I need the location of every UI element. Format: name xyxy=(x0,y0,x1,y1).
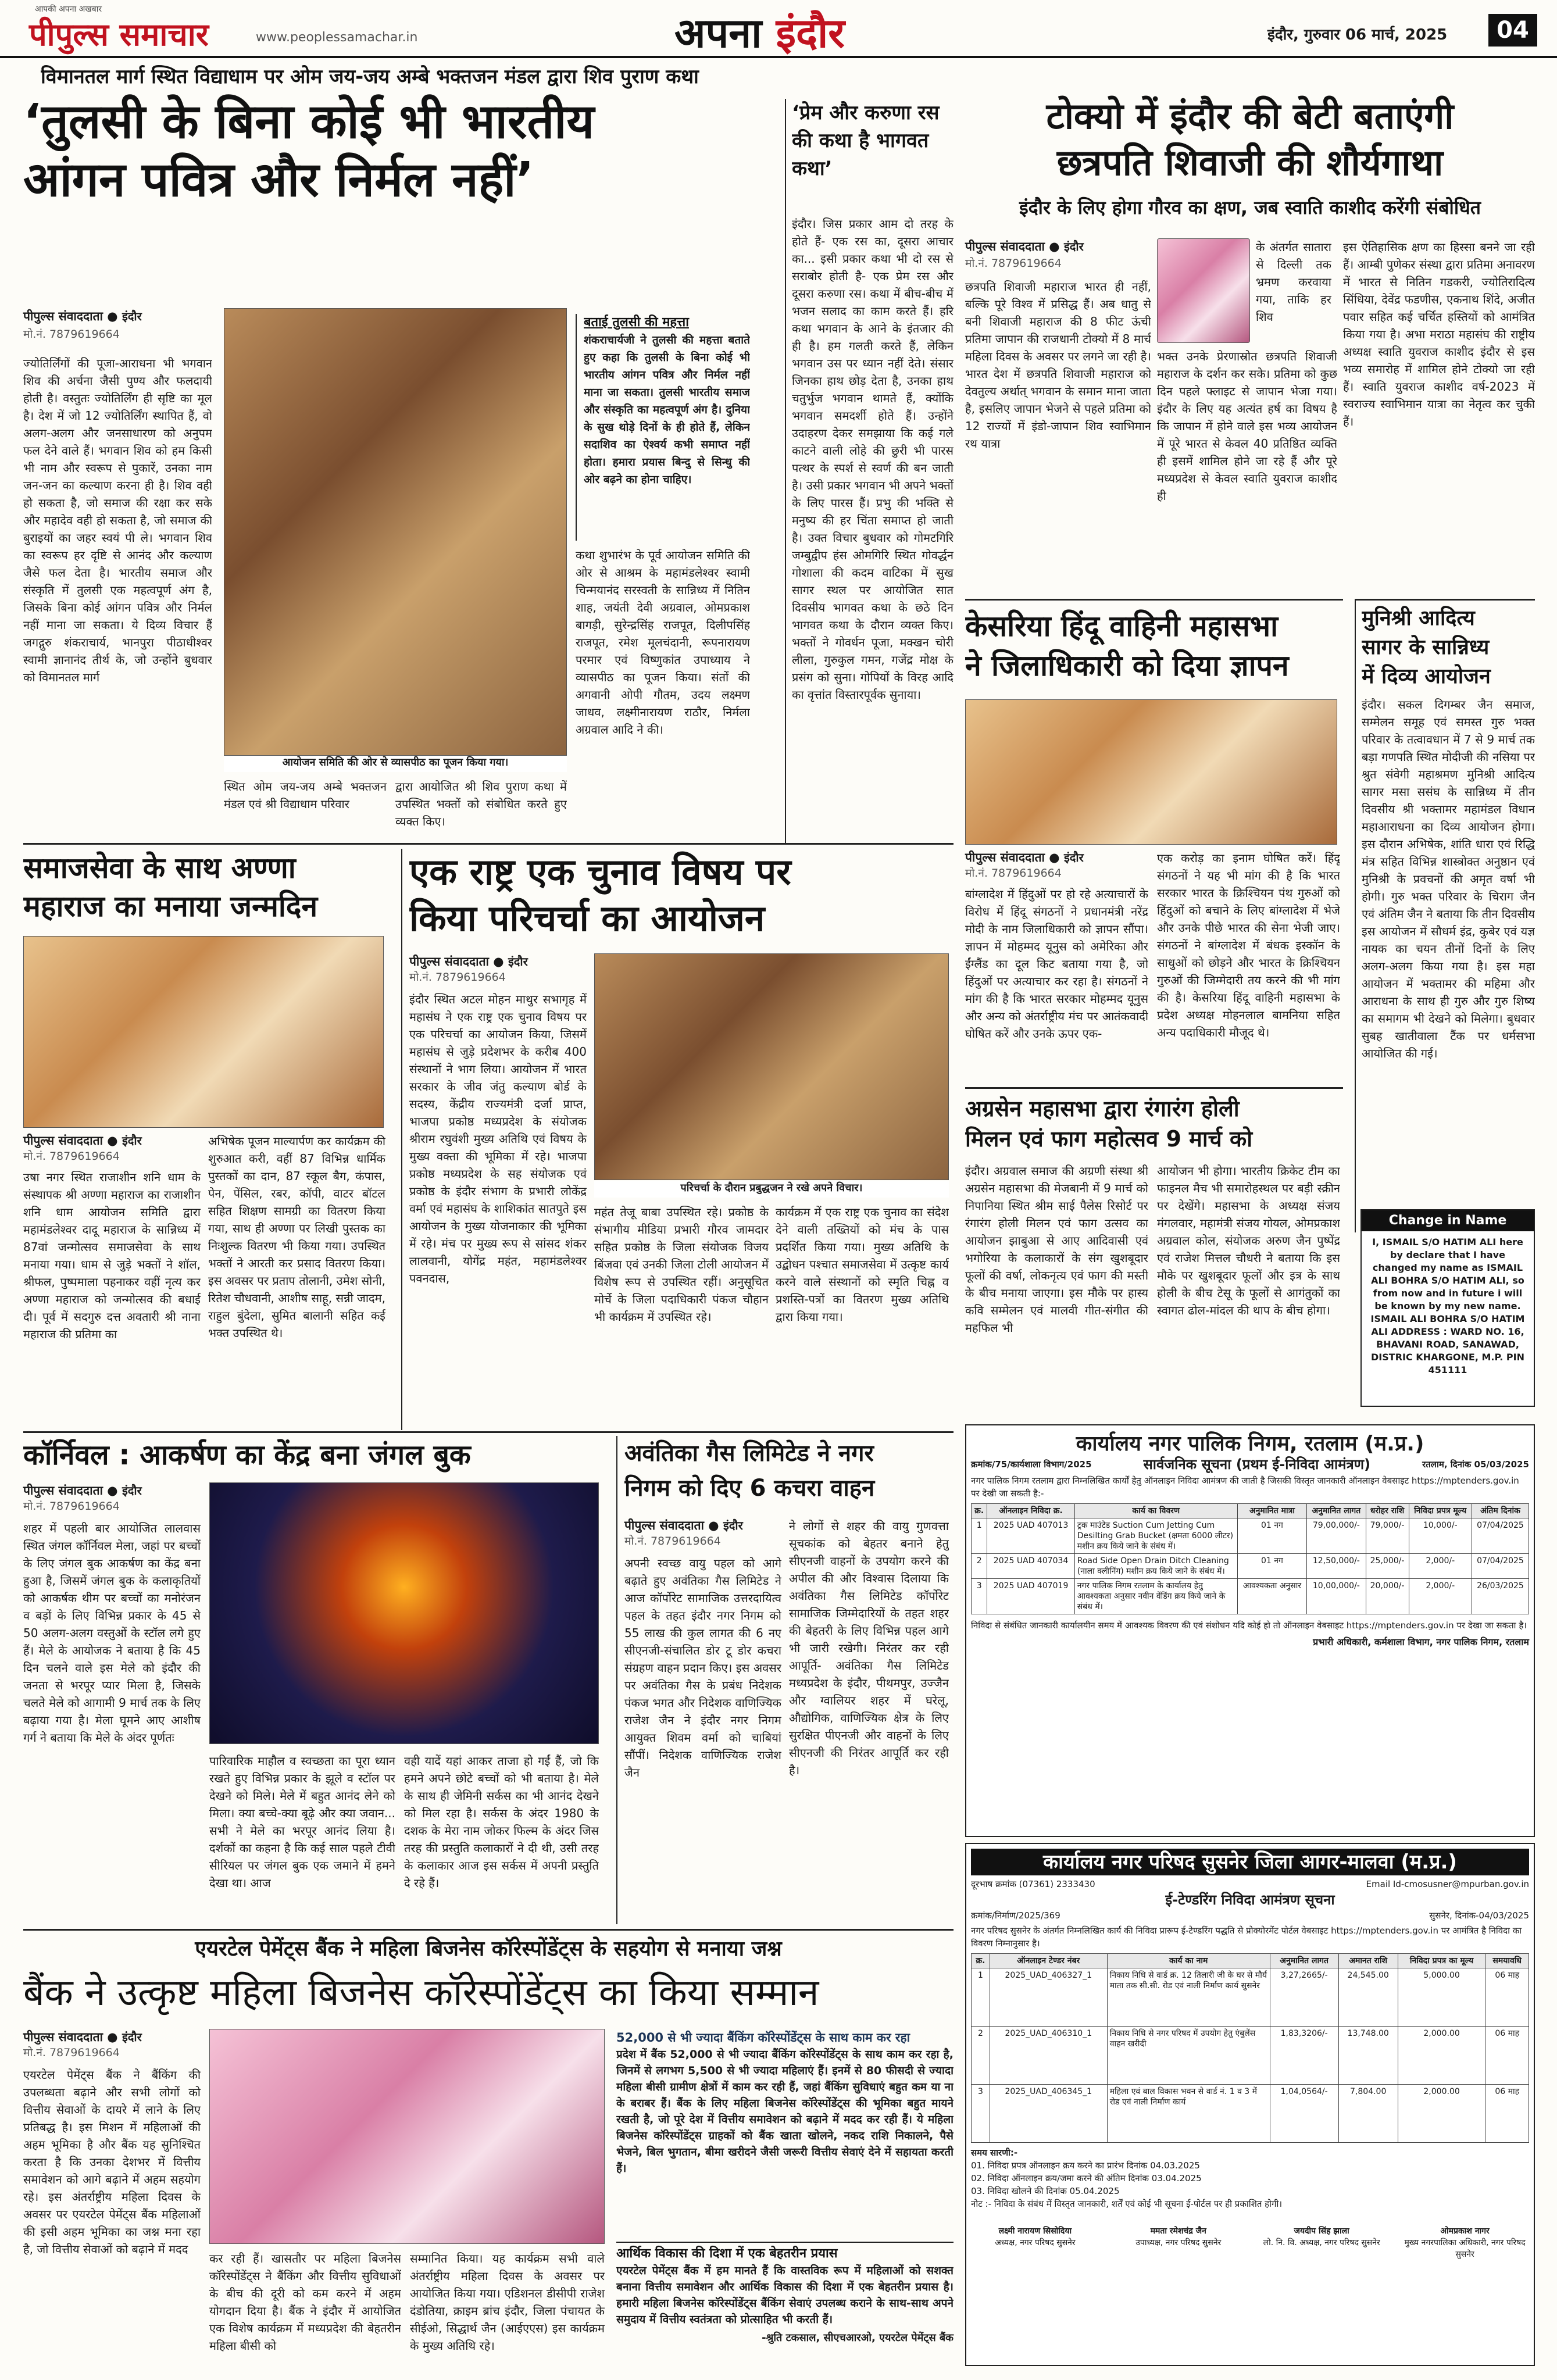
schedule-title: समय सारणी:- xyxy=(971,2147,1018,2158)
byline-mobile: मो.नं. 7879619664 xyxy=(409,971,506,984)
story-headline-line1: समाजसेवा के साथ अण्णा xyxy=(23,851,296,885)
photo-caption: परिचर्चा के दौरान प्रबुद्धजन ने रखे अपने विचार। xyxy=(594,1181,949,1198)
story-headline-line1: टोक्यो में इंदौर की बेटी बताएंगी xyxy=(1046,95,1454,137)
story-photo xyxy=(224,308,567,756)
tender-date: रतलाम, दिनांक 05/03/2025 xyxy=(1422,1459,1529,1470)
story-headline-line2: ने जिलाधिकारी को दिया ज्ञापन xyxy=(965,649,1289,682)
table-cell: 2,000/- xyxy=(1409,1554,1472,1579)
story-body-col2: भक्त उनके प्रेरणास्रोत छत्रपति शिवाजी महाराज के दर्शन कर सके। प्रतिमा को कुछ दिन पहले फ्लाइट से जापान भेजा गया। इंदौर के लिए यह अत्यंत हर्ष का विषय है कि जापान में होने वाले इस भव्य आयोजन में पूरे भारत से केवल 40 प्रतिष्ठित व्यक्ति ही इसमें शामिल होने जा रहे हैं और पूरे मध्यप्रदेश से केवल स्वाति युवराज काशीद ही xyxy=(1157,349,1337,503)
table-cell: 3 xyxy=(972,2085,990,2143)
table-cell: 2,000/- xyxy=(1409,1579,1472,1614)
table-cell: 06 माह xyxy=(1485,2085,1529,2143)
story-photo xyxy=(965,699,1337,845)
tender-header-row xyxy=(972,1504,1529,1518)
story-headline-line1: ‘तुलसी के बिना कोई भी भारतीय xyxy=(23,94,594,149)
story-body-col1: अपनी स्वच्छ वायु पहल को आगे बढ़ाते हुए अवंतिका गैस लिमिटेड ने आज कॉर्पोरेट सामाजिक उत्तरदायित्व पहल के तहत इंदौर नगर निगम को 55 लाख की कुल लागत की 6 नए सीएनजी-संचालित डोर टू डोर कचरा संग्रहण वाहन प्रदान किए। इस अवसर पर अवंतिका गैस के प्रबंध निदेशक पंकज भगत और निदेशक वाणिज्यिक राजेश जैन ने इंदौर नगर निगम आयुक्त शिवम वर्मा को चाबियां सौंपीं। निदेशक वाणिज्यिक राजेश जैन xyxy=(624,1556,781,1779)
table-cell: नगर पालिक निगम रतलाम के कार्यालय हेतु आवश्यकता अनुसार नवीन वेंडिंग क्रय किये जाने के संबंध में। xyxy=(1074,1579,1237,1614)
story-body-col1: इंदौर। अग्रवाल समाज की अग्रणी संस्था श्री अग्रसेन महासभा की मेजबानी में 9 मार्च को निपानिया स्थित श्रीम साई पैलेस रिसोर्ट पर रंगारंग होली मिलन एवं फाग उत्सव का आयोजन झाबुआ से आए आदिवासी एवं भगोरिया के कलाकारों के संग खुशबूदार फूलों की वर्षा, लोकनृत्य एवं फाग की मस्ती के बीच मनाया जाएगा। इस मौके पर हास्य कवि सम्मेलन एवं मालवी गीत-संगीत की महफिल भी xyxy=(965,1164,1148,1335)
table-row xyxy=(972,2085,1529,2143)
col-header: ऑनलाइन निविदा क्र. xyxy=(987,1504,1074,1518)
story-tulsi xyxy=(23,64,773,837)
story-headline-line1: एक राष्ट्र एक चुनाव विषय पर xyxy=(409,850,791,893)
story-headline: ‘प्रेम और करुणा रस की कथा है भागवत कथा’ xyxy=(792,101,940,180)
byline: पीपुल्स संवाददाता ● इंदौर xyxy=(23,2030,142,2044)
col-header: अमानत राशि xyxy=(1338,1954,1398,1968)
tender-ratlam xyxy=(965,1424,1535,1837)
byline: पीपुल्स संवाददाता ● इंदौर xyxy=(23,1134,142,1148)
masthead xyxy=(0,0,1557,58)
story-body-col1: उषा नगर स्थित राजाशीन शनि धाम के संस्थापक श्री अण्णा महाराज का राजाशीन शनि धाम आयोजन समिति द्वारा महामंडलेश्वर दादू महाराज के सान्निध्य में 87वां जन्मोत्सव समाजसेवा के साथ मनाया गया। धाम से जुड़े भक्तों ने शॉल, श्रीफल, पुष्पमाला पहनाकर वहीं नृत्य कर अण्णा महाराज को जन्मोत्सव की बधाई दी। पूर्व में सदगुरु दत्त अवतारी श्री नाना महाराज की प्रतिमा का xyxy=(23,1170,201,1341)
byline-mobile: मो.नं. 7879619664 xyxy=(624,1535,721,1548)
table-cell: 25,000/- xyxy=(1366,1554,1409,1579)
table-cell: 10,000/- xyxy=(1409,1518,1472,1554)
tender-susner xyxy=(965,1843,1535,2366)
signer-role: मुख्य नगरपालिका अधिकारी, नगर परिषद सुसनेर xyxy=(1404,2238,1526,2259)
notice-text: I, ISMAIL S/O HATIM ALI here by declare that I have changed my name as ISMAIL ALI BOHRA S/O HATIM ALI, so from now and in future i will be known by my new name. ISMAIL ALI BOHRA S/O HATIM ALI ADDRESS : WARD NO. 16, BHAVANI ROAD, SANAWAD, DISTRIC KHARGONE, M.P. PIN 451111 xyxy=(1370,1237,1525,1375)
notice-name-change xyxy=(1360,1209,1535,1407)
signer xyxy=(971,2225,1099,2260)
byline-city: इंदौर xyxy=(122,2030,142,2044)
section-title-part1: अपना xyxy=(674,9,762,57)
tender-meta xyxy=(971,1909,1529,1922)
story-photo xyxy=(209,1482,599,1744)
highlight-text: एयरटेल पेमेंट्स बैंक में हम मानते हैं कि वास्तविक रूप में महिलाओं को सशक्त बनाना वित्तीय समावेशन और आर्थिक विकास की दिशा में एक बेहतरीन प्रयास है। हमारी महिला बिजनेस कॉरेस्पोंडेंट्स बैंकिंग सेवाएं उपलब्ध कराने के साथ-साथ अपने समुदाय में वित्तीय स्वतंत्रता को प्रोत्साहित भी करती हैं। xyxy=(616,2264,954,2326)
table-cell: Road Side Open Drain Ditch Cleaning (नाला क्लीनिंग) मशीन क्रय किये जाने के संबंध में। xyxy=(1074,1554,1237,1579)
tender-title: कार्यालय नगर परिषद सुसनेर जिला आगर-मालवा (म.प्र.) xyxy=(971,1849,1529,1875)
byline-name: पीपुल्स संवाददाता xyxy=(23,2030,103,2044)
section-divider xyxy=(23,1431,954,1433)
signer xyxy=(1114,2225,1242,2260)
byline-name: पीपुल्स संवाददाता xyxy=(965,240,1045,253)
table-cell: 12,50,000/- xyxy=(1307,1554,1366,1579)
table-cell: निकाय निधि से वार्ड क्र. 12 तिलारी जी के घर से मौर्य माता तक सी.सी. रोड एवं नाली निर्माण कार्य सुसनेर xyxy=(1107,1968,1270,2027)
story-carnival xyxy=(23,1436,605,1924)
table-cell: 2 xyxy=(972,2027,990,2085)
table-cell: 1,04,0564/- xyxy=(1270,2085,1338,2143)
table-row xyxy=(972,1579,1529,1614)
col-header: क्र. xyxy=(972,1954,990,1968)
section-title xyxy=(674,3,845,59)
story-body-col3: कार्यक्रम में एक राष्ट्र एक चुनाव का संदेश देने वाली तख्तियों को मंच के पास प्रदर्शित किया गया। मुख्य अतिथि के उद्बोधन पश्चात समाजसेवा में उत्कृष्ट कार्य करने वाले संस्थानों को स्मृति चिह्न व प्रशस्ति-पत्रों का वितरण मुख्य अतिथि द्वारा किया गया। xyxy=(776,1205,949,1324)
byline-name: पीपुल्स संवाददाता xyxy=(409,955,489,969)
highlight-text: प्रदेश में बैंक 52,000 से भी ज्यादा बैंकिंग कॉरेस्पोंडेंट्स के साथ काम कर रहा है, जिनमें से लगभग 5,500 से भी ज्यादा महिलाएं हैं। इनमें से 80 फीसदी से ज्यादा महिला बीसी ग्रामीण क्षेत्रों में काम कर रही हैं, जहां बैंकिंग सुविधाएं बहुत कम या ना के बराबर हैं। बैंक के लिए महिला बिजनेस कॉरेस्पोंडेंट्स की भूमिका बहुत मायने रखती है, जो पूरे देश में वित्तीय समावेशन को बढ़ाने में मदद कर रही हैं। ये महिला बिजनेस कॉरेस्पोंडेंट्स ग्राहकों को बैंक खाता खोलने, नकद राशि निकालने, पैसे भेजने, बिल भुगतान, बीमा खरीदने जैसी जरूरी वित्तीय सेवाएं देने में सहायता करती हैं। xyxy=(616,2048,954,2175)
story-headline-line1: अवंतिका गैस लिमिटेड ने नगर xyxy=(624,1440,874,1467)
tender-table xyxy=(971,1503,1529,1614)
tender-header-row xyxy=(972,1954,1529,1968)
story-anna-maharaj xyxy=(23,849,390,1430)
brand-logo: पीपुल्स समाचार xyxy=(29,16,209,53)
table-cell: 2025 UAD 407013 xyxy=(987,1518,1074,1554)
byline-city: इंदौर xyxy=(122,309,142,323)
byline-name: पीपुल्स संवाददाता xyxy=(23,1484,103,1498)
table-cell: 13,748.00 xyxy=(1338,2027,1398,2085)
story-body-col2: अभिषेक पूजन माल्यार्पण कर कार्यक्रम की शुरुआत करी, वहीं 87 विभिन्न धार्मिक पुस्तकों का दान, 87 स्कूल बैग, कंपास, पेन, पेंसिल, रबर, कॉपी, वाटर बॉटल सहित शिक्षण सामग्री का वितरण किया गया, साथ ही अण्णा पर लिखी पुस्तक का निःशुल्क वितरण भी किया गया। उपस्थित भक्तों ने आरती कर प्रसाद वितरण किया। इस अवसर पर प्रताप तोलानी, उमेश सोनी, रितेश चौधवानी, आशीष साहू, सन्नी जादम, राहुल बुंदेला, सुमित बालानी सहित कई भक्त उपस्थित थे। xyxy=(208,1134,385,1340)
byline: पीपुल्स संवाददाता ● इंदौर xyxy=(624,1518,743,1532)
story-photo xyxy=(594,953,949,1180)
tender-subtitle: ई-टेण्डरिंग निविदा आमंत्रण सूचना xyxy=(1165,1892,1335,1908)
story-body: इंदौर। सकल दिगम्बर जैन समाज, सम्मेलन समूह एवं समस्त गुरु भक्त परिवार के तत्वावधान में 7 से 9 मार्च तक बड़ा गणपति स्थित मोदीजी की नसिया पर श्रुत संवेगी महाश्रमण मुनिश्री आदित्य सागर मसा ससंघ के सान्निध्य में तीन दिवसीय श्री भक्तामर महामंडल विधान महाआराधना का दिव्य आयोजन होगा। इस दौरान अभिषेक, शांति धारा एवं रिद्धि मंत्र सहित विभिन्न शास्त्रोक्त अनुष्ठान एवं मुनिश्री के प्रवचनों की अमृत वर्षा भी होगी। गुरु भक्त परिवार के चिराग जैन एवं अंतिम जैन ने बताया कि तीन दिवसीय इस आयोजन में सौधर्म इंद्र, कुबेर एवं यज्ञ नायक का चयन तीनों दिनों के लिए अलग-अलग किया गया है। इस महा आयोजन में भक्तामर की महिमा और आराधना के साथ ही गुरु और गुरु शिष्य का समागम भी देखने को मिलेगा। बुधवार सुबह खातीवाला टैंक पर धर्मसभा आयोजित की गई। xyxy=(1362,698,1535,1060)
table-cell: 3 xyxy=(972,1579,987,1614)
col-header: अनुमानित लागत xyxy=(1270,1954,1338,1968)
story-body-col1: बांग्लादेश में हिंदुओं पर हो रहे अत्याचारों के विरोध में हिंदू संगठनों ने प्रधानमंत्री नरेंद्र मोदी के नाम जिलाधिकारी को ज्ञापन सौंपा। ज्ञापन में मोहम्मद यूनुस को अमेरिका और ईंग्लैंड का दूल किट बताया गया है, जो हिंदुओं पर अत्याचार कर रहा है। संगठनों ने मांग की है कि भारत सरकार मोहम्मद यूनुस और अन्य को अंतर्राष्ट्रीय मंच पर आतंकवादी घोषित करें और उनके ऊपर एक- xyxy=(965,887,1148,1041)
table-cell: 26/03/2025 xyxy=(1472,1579,1529,1614)
story-body: इंदौर। जिस प्रकार आम दो तरह के होते हैं- एक रस का, दूसरा आचार का... इसी प्रकार कथा भी दो रस से सराबोर होती है- एक प्रेम रस और दूसरा करुणा रस। कथा में बीच-बीच में भजन सलाद का काम करते हैं। हरि कथा भगवान के आने के इंतजार की ही है। हम गलती करते हैं, लेकिन भगवान उस पर ध्यान नहीं देते। संसार जिनका हाथ छोड़ देता है, उनका हाथ चतुर्भुज भगवान थामते हैं, क्योंकि भगवान समदर्शी होते हैं। उन्होंने उदाहरण देकर समझाया कि कई गले काटने वाली लोहे की छुरी भी पारस पत्थर के स्पर्श से स्वर्ण की बन जाती है। उसी प्रकार भगवान भी अपने भक्तों के लिए पारस हैं। प्रभु की भक्ति से मनुष्य की हर चिंता समाप्त हो जाती है। उक्त विचार बुधवार को गोमटगिरि जम्बुद्वीप हंस ओमगिरि स्थित गोवर्द्धन गोशाला की कदम वाटिका में सुख सागर स्थल पर आयोजित सात दिवसीय भागवत कथा के छठे दिन भागवत कथा के दौरान व्यक्त किए। भक्तों ने गोवर्धन पूजा, मक्खन चोरी लीला, गुरुकुल गमन, गजेंद्र मोक्ष के प्रसंग को सुना। गोपियों के विरह आदि का वृत्तांत विस्तारपूर्वक सुनाया। xyxy=(792,217,954,702)
signer-name: जयदीप सिंह झाला xyxy=(1294,2227,1349,2236)
table-cell: महिला एवं बाल विकास भवन से वार्ड नं. 1 व 3 में रोड एवं नाली निर्माण कार्य xyxy=(1107,2085,1270,2143)
signer-name: ममता रमेशचंद्र जैन xyxy=(1150,2227,1206,2236)
col-header: अंतिम दिनांक xyxy=(1472,1504,1529,1518)
story-body-col3: सम्मानित किया। यह कार्यक्रम सभी वाले अंतर्राष्ट्रीय महिला दिवस के अवसर पर आयोजित किया गया। एडिशनल डीसीपी राजेश दंडोतिया, क्राइम ब्रांच इंदौर, जिला पंचायत के सीईओ, सिद्धार्थ जैन (आईएएस) इस कार्यक्रम के मुख्य अतिथि रहे। xyxy=(410,2252,605,2353)
byline: पीपुल्स संवाददाता ● इंदौर xyxy=(965,240,1084,253)
story-body-col2: आयोजन भी होगा। भारतीय क्रिकेट टीम का फाइनल मैच भी समारोहस्थल पर बड़ी स्क्रीन पर देखेंगे। महासभा के अध्यक्ष संजय मंगलवार, महामंत्री संजय गोयल, ओमप्रकाश अग्रवाल कोल, संयोजक अरुण जैन पुष्पेंद्र एवं राजेश मित्तल चौधरी ने बताया कि इस मौके पर खुशबूदार फूलों और इत्र के साथ होली के बीच टेसू के फूलों से आगंतुकों का स्वागत ढोल-मांदल की थाप के बीच होगा। xyxy=(1157,1164,1340,1317)
story-headline-line1: मुनिश्री आदित्य xyxy=(1362,606,1475,630)
story-body-col2: कथा शुभारंभ के पूर्व आयोजन समिति की ओर से आश्रम के महामंडलेश्वर स्वामी चिन्मयानंद सरस्वती के सान्निध्य में नितिन शाह, जयंती देवी अग्रवाल, ओमप्रकाश बागड़ी, सुरेन्द्रसिंह राजपूत, दिलीपसिंह राजपूत, रमेश मूलचंदानी, रूपनारायण परमार एवं विष्णुकांत उपाध्याय ने व्यासपीठ का पूजन किया। संतों की अगवानी ओपी गौतम, उदय लक्ष्मण जाधव, लक्ष्मीनारायण राठौर, निर्मला अग्रवाल आदि ने की। xyxy=(576,548,750,737)
table-row xyxy=(972,2027,1529,2085)
story-body-col3: इस ऐतिहासिक क्षण का हिस्सा बनने जा रही हैं। आम्बी पुणेकर संस्था द्वारा प्रतिमा अनावरण में भारत से नितिन गडकरी, ज्योतिरादित्य सिंधिया, देवेंद्र फडणीस, एकनाथ शिंदे, अजीत पवार सहित कई चर्चित हस्तियों को आमंत्रित किया गया है। अभा मराठा महासंघ की राष्ट्रीय अध्यक्ष स्वाति युवराज काशीद इंदौर से इस भव्य समारोह में शामिल होने टोक्यो जा रही हैं। स्वाति युवराज काशीद वर्ष-2023 में स्वराज्य स्वाभिमान यात्रा का नेतृत्व कर चुकी हैं। xyxy=(1343,240,1535,428)
table-row xyxy=(972,1518,1529,1554)
table-cell: 2025_UAD_406345_1 xyxy=(990,2085,1107,2143)
story-headline: कॉर्निवल : आकर्षण का केंद्र बना जंगल बुक xyxy=(23,1439,471,1471)
highlight-sign: -श्रुति टकसाल, सीएचआरओ, एयरटेल पेमेंट्स बैंक xyxy=(762,2332,954,2344)
portrait-photo xyxy=(1157,238,1250,343)
story-body-col3: स्थित ओम जय-जय अम्बे भक्तजन मंडल एवं श्री विद्याधाम परिवार xyxy=(224,780,387,811)
table-cell: 2 xyxy=(972,1554,987,1579)
story-headline-line2: किया परिचर्चा का आयोजन xyxy=(409,897,765,939)
table-cell: 01 नग xyxy=(1237,1554,1306,1579)
sidebox-text: शंकराचार्यजी ने तुलसी की महत्ता बताते हुए कहा कि तुलसी के बिना कोई भी भारतीय आंगन पवित्र और निर्मल नहीं माना जा सकता। तुलसी भारतीय समाज और संस्कृति का महत्वपूर्ण अंग है। दुनिया के सुख थोड़े दिनों के ही होते हैं, लेकिन सदाशिव का ऐश्वर्य कभी समाप्त नहीं होता। हमारा प्रयास बिन्दु से सिन्धु की ओर बढ़ने का होना चाहिए। xyxy=(584,334,750,486)
byline-name: पीपुल्स संवाददाता xyxy=(23,309,103,323)
story-body-col2: ने लोगों से शहर की वायु गुणवत्ता सूचकांक को बेहतर बनाने हेतु सीएनजी वाहनों के उपयोग करने की अपील की और विश्वास दिलाया कि अवंतिका गैस लिमिटेड कॉर्पोरेट सामाजिक जिम्मेदारियों के तहत शहर की बेहतरी के लिए विभिन्न पहल आगे भी जारी रखेगी। निरंतर कर रही आपूर्ति- अवंतिका गैस लिमिटेड मध्यप्रदेश के इंदौर, पीथमपुर, उज्जैन और ग्वालियर शहर में घरेलू, औद्योगिक, वाणिज्यिक क्षेत्र के लिए सुरक्षित पीएनजी और वाहनों के लिए सीएनजी की निरंतर आपूर्ति कर रही है। xyxy=(789,1519,949,1777)
col-header: क्र. xyxy=(972,1504,987,1518)
highlight-box-1 xyxy=(616,2029,954,2238)
tender-subtitle: सार्वजनिक सूचना (प्रथम ई-निविदा आमंत्रण) xyxy=(1143,1456,1371,1473)
notice-title: Change in Name xyxy=(1362,1210,1534,1231)
story-munishri xyxy=(1355,599,1535,1232)
table-cell: 79,000/- xyxy=(1366,1518,1409,1554)
story-body-col2: पारिवारिक माहौल व स्वच्छता का पूरा ध्यान रखते हुए विभिन्न प्रकार के झूले व स्टॉल पर देखने को मिले। मेले में बहुत आनंद लेने को मिला। क्या बच्चे-क्या बूढ़े और क्या जवान... सभी ने मेले का भरपूर आनंद लिया है। दर्शकों का कहना है कि कई साल पहले टीवी सीरियल पर जंगल बुक एक जमाने में हमने देखा था। आज xyxy=(209,1754,395,1890)
table-cell: 20,000/- xyxy=(1366,1579,1409,1614)
byline-city: इंदौर xyxy=(723,1518,743,1532)
story-airtel xyxy=(23,1934,954,2364)
col-header: ऑनलाइन टेण्डर नंबर xyxy=(990,1954,1107,1968)
signer-name: ओमप्रकाश नागर xyxy=(1440,2227,1490,2236)
story-headline-line2: आंगन पवित्र और निर्मल नहीं’ xyxy=(23,152,534,208)
tender-intro: नगर परिषद सुसनेर के अंतर्गत निम्नलिखित कार्य की निविदा प्रारूप ई-टेण्डरिंग पद्धति से प्रोक्योरमेंट पोर्टल वेबसाइट https://mptenders.gov.in पर आमंत्रित है निविदा का विवरण निम्नानुसार है। xyxy=(971,1925,1522,1949)
byline-mobile: मो.नं. 7879619664 xyxy=(965,867,1062,880)
table-cell: निकाय निधि से नगर परिषद में उपयोग हेतु एंबुलेंस वाहन खरीदी xyxy=(1107,2027,1270,2085)
byline-mobile: मो.नं. 7879619664 xyxy=(23,328,120,341)
brand-tagline: आपकी अपना अखबार xyxy=(35,5,102,14)
table-cell: 7,804.00 xyxy=(1338,2085,1398,2143)
story-body-col0: के अंतर्गत सातारा से दिल्ली तक भ्रमण करवाया गया, ताकि हर शिव xyxy=(1256,240,1331,324)
story-body-col1: इंदौर स्थित अटल मोहन माथुर सभागृह में महासंघ ने एक राष्ट्र एक चुनाव विषय पर एक परिचर्चा का आयोजन किया, जिसमें महासंघ से जुड़े प्रदेशभर के करीब 400 संस्थानों ने भाग लिया। आयोजन में भारत सरकार के जीव जंतु कल्याण बोर्ड के सदस्य, केंद्रीय राज्यमंत्री दर्जा प्राप्त, भाजपा प्रकोष्ठ मध्यप्रदेश के संयोजक श्रीराम रघुवंशी मुख्य अतिथि एवं विषय के मुख्य वक्ता की भूमिका में रहे। भाजपा प्रकोष्ठ मध्यप्रदेश के सह संयोजक एवं प्रकोष्ठ के इंदौर संभाग के प्रभारी लोकेंद्र वर्मा एवं महासंघ के शाशिकांत सातपुते इस आयोजन के मुख्य योजनाकार की भूमिका में रहे। मंच पर मुख्य रूप से सांसद शंकर लालवानी, योगेंद्र महंत, महामंडलेश्वर पवनदास, xyxy=(409,992,587,1285)
table-row xyxy=(972,1554,1529,1579)
sidebox-tulsi xyxy=(576,314,750,541)
byline-mobile: मो.नं. 7879619664 xyxy=(23,2046,120,2059)
byline-city: इंदौर xyxy=(1063,240,1084,253)
table-cell: 79,00,000/- xyxy=(1307,1518,1366,1554)
story-body-col1: ज्योतिर्लिंगों की पूजा-आराधना भी भगवान शिव की अर्चना जैसी पुण्य और फलदायी होती है। वस्तुतः ज्योतिर्लिंग ही सृष्टि का मूल है। देश में जो 12 ज्योतिर्लिंग स्थापित हैं, वो अलग-अलग और जनसाधारण को अनुपम फल देने वाले हैं। भगवान शिव को हम किसी भी नाम और स्वरूप से पुकारें, उनका नाम जन-जन का कल्याण करना ही है। शिव वही हो सकता है, जो समाज की रक्षा कर सके और महादेव वही हो सकता है, जो समाज की बुराइयों का जहर स्वयं पी ले। भगवान शिव का स्वरूप हर दृष्टि से आनंद और कल्याण जैसे फल देता है। भारतीय समाज और संस्कृति में तुलसी एक महत्वपूर्ण अंग है, जिसके बिना कोई आंगन पवित्र और निर्मल नहीं माना जा सकता। ये दिव्य विचार हैं जगद्गुरु शंकराचार्य, भानपुरा पीठाधीश्वर स्वामी ज्ञानानंद तीर्थ के, जो उन्होंने बुधवार को विमानतल मार्ग xyxy=(23,356,212,684)
table-cell: 2,000.00 xyxy=(1398,2085,1485,2143)
byline-name: पीपुल्स संवाददाता xyxy=(624,1518,704,1532)
story-headline-line1: केसरिया हिंदू वाहिनी महासभा xyxy=(965,609,1279,643)
signer-role: उपाध्यक्ष, नगर परिषद सुसनेर xyxy=(1135,2238,1222,2247)
table-cell: 1,83,3206/- xyxy=(1270,2027,1338,2085)
schedule-item: 03. निविदा खोलने की दिनांक 05.04.2025 xyxy=(971,2186,1120,2196)
signer xyxy=(1258,2225,1386,2260)
table-cell: 1 xyxy=(972,1518,987,1554)
story-headline-line2: निगम को दिए 6 कचरा वाहन xyxy=(624,1475,875,1502)
table-cell: आवश्यकता अनुसार xyxy=(1237,1579,1306,1614)
story-headline: बैंक ने उत्कृष्ट महिला बिजनेस कॉरेस्पोंडेंट्स का किया सम्मान xyxy=(23,1971,819,2014)
byline: पीपुल्स संवाददाता ● इंदौर xyxy=(409,955,528,969)
table-cell: 07/04/2025 xyxy=(1472,1554,1529,1579)
story-avantika xyxy=(616,1436,954,1924)
tender-footer: निविदा से संबंधित जानकारी कार्यालयीन समय में आवश्यक विवरण की एवं संशोधन यदि कोई हो तो ऑनलाइन वेबसाइट https://mptenders.gov.in पर देखा जा सकता है। xyxy=(971,1620,1527,1631)
story-headline-line2: मिलन एवं फाग महोत्सव 9 मार्च को xyxy=(965,1126,1253,1152)
story-kicker: एयरटेल पेमेंट्स बैंक ने महिला बिजनेस कॉरेस्पोंडेंट्स के सहयोग से मनाया जश्न xyxy=(195,1937,782,1961)
col-header: समयावधि xyxy=(1485,1954,1529,1968)
table-cell: 2025_UAD_406310_1 xyxy=(990,2027,1107,2085)
table-cell: ट्रक माउंटेड Suction Cum Jetting Cum Desilting Grab Bucket (क्षमता 6000 लीटर) मशीन क्रय किये जाने के संबंध में। xyxy=(1074,1518,1237,1554)
table-cell: 10,00,000/- xyxy=(1307,1579,1366,1614)
byline-name: पीपुल्स संवाददाता xyxy=(965,850,1045,864)
signer-role: अध्यक्ष, नगर परिषद सुसनेर xyxy=(995,2238,1076,2247)
table-cell: 5,000.00 xyxy=(1398,1968,1485,2027)
tender-title: कार्यालय नगर पालिक निगम, रतलाम (म.प्र.) xyxy=(1076,1432,1424,1456)
table-cell: 2,000.00 xyxy=(1398,2027,1485,2085)
section-divider xyxy=(23,843,954,845)
tender-contact xyxy=(971,1878,1529,1891)
story-kesariya xyxy=(965,599,1343,1081)
story-photo xyxy=(209,2029,605,2244)
story-body-col2: महंत तेजू बाबा उपस्थित रहे। प्रकोष्ठ के संभागीय मीडिया प्रभारी गौरव जामदार सहित प्रकोष्ठ के जिला संयोजक विजय बिंजवा एवं उनकी जिला टोली आयोजन में विशेष रूप से उपस्थित रहीं। अनुसूचित मोर्चे के जिला पदाधिकारी पंकज चौहान भी कार्यक्रम में उपस्थित रहे। xyxy=(594,1205,769,1324)
table-cell: 01 नग xyxy=(1237,1518,1306,1554)
byline-mobile: मो.नं. 7879619664 xyxy=(965,257,1062,270)
section-title-part2: इंदौर xyxy=(776,9,845,57)
table-cell: 06 माह xyxy=(1485,2027,1529,2085)
sidebox-title: बताई तुलसी की महत्ता xyxy=(584,315,689,330)
story-body-col1: एयरटेल पेमेंट्स बैंक ने बैंकिंग की उपलब्धता बढ़ाने और सभी लोगों को वित्तीय सेवाओं के दायरे में लाने के लिए प्रतिबद्ध है। इस मिशन में महिलाओं की अहम भूमिका है और बैंक यह सुनिश्चित करता है कि उनका देशभर में वित्तीय समावेशन को आगे बढ़ाने में अहम सहयोग रहे। इस अंतर्राष्ट्रीय महिला दिवस के अवसर पर एयरटेल पेमेंट्स बैंक महिलाओं की इसी अहम भूमिका का जश्न मना रहा है, जो वित्तीय सेवाओं को बढ़ाने में मदद xyxy=(23,2068,201,2256)
signer xyxy=(1401,2225,1529,2260)
col-header: निविदा प्रपत्र मूल्य xyxy=(1409,1504,1472,1518)
table-cell: 3,27,2665/- xyxy=(1270,1968,1338,2027)
table-cell: 1 xyxy=(972,1968,990,2027)
story-headline-line2: सागर के सान्निध्य xyxy=(1362,635,1490,659)
table-cell: 06 माह xyxy=(1485,1968,1529,2027)
byline: पीपुल्स संवाददाता ● इंदौर xyxy=(23,1484,142,1498)
highlight-title: 52,000 से भी ज्यादा बैंकिंग कॉरेस्पोंडेंट्स के साथ काम कर रहा xyxy=(616,2031,910,2045)
col-header: निविदा प्रपत्र का मूल्य xyxy=(1398,1954,1485,1968)
table-cell: 24,545.00 xyxy=(1338,1968,1398,2027)
tender-sign: प्रभारी अधिकारी, कर्मशाला विभाग, नगर पालिक निगम, रतलाम xyxy=(1313,1636,1529,1648)
story-one-nation xyxy=(401,849,954,1430)
page-number: 04 xyxy=(1488,14,1537,47)
table-row xyxy=(972,1968,1529,2027)
story-body-col2: कर रही हैं। खासतौर पर महिला बिजनेस कॉरेस्पोंडेंट्स ने बैंकिंग और वित्तीय सुविधाओं के बीच की दूरी को कम करने में अहम योगदान दिया है। बैंक ने इंदौर में आयोजित एक विशेष कार्यक्रम में मध्यप्रदेश की बेहतरीन महिला बीसी को xyxy=(209,2252,401,2353)
byline: पीपुल्स संवाददाता ● इंदौर xyxy=(965,850,1084,864)
tender-meta xyxy=(971,1458,1529,1471)
story-kicker: विमानतल मार्ग स्थित विद्याधाम पर ओम जय-जय अम्बे भक्तजन मंडल द्वारा शिव पुराण कथा xyxy=(41,65,699,88)
table-cell: 2025 UAD 407019 xyxy=(987,1579,1074,1614)
dateline: इंदौर, गुरुवार 06 मार्च, 2025 xyxy=(1267,26,1448,44)
section-divider xyxy=(23,1929,954,1931)
photo-caption: आयोजन समिति की ओर से व्यासपीठ का पूजन किया गया। xyxy=(224,756,567,772)
table-cell: 2025_UAD_406327_1 xyxy=(990,1968,1107,2027)
story-tokyo xyxy=(965,93,1535,593)
byline-name: पीपुल्स संवाददाता xyxy=(23,1134,103,1148)
tender-phone: दूरभाष क्रमांक (07361) 2333430 xyxy=(971,1879,1095,1889)
story-headline-line2: छत्रपति शिवाजी की शौर्यगाथा xyxy=(1056,141,1444,184)
tender-ref: क्रमांक/75/कार्यशाला विभाग/2025 xyxy=(971,1459,1092,1470)
highlight-title: आर्थिक विकास की दिशा में एक बेहतरीन प्रयास xyxy=(616,2246,838,2261)
story-headline-line1: अग्रसेन महासभा द्वारा रंगारंग होली xyxy=(965,1096,1240,1121)
byline-mobile: मो.नं. 7879619664 xyxy=(23,1150,120,1163)
story-bhagwat xyxy=(785,99,954,843)
site-url[interactable]: www.peoplessamachar.in xyxy=(256,30,418,45)
story-body-col1: शहर में पहली बार आयोजित लालवास स्थित जंगल कॉर्निवल मेला, जहां पर बच्चों के लिए जंगल बुक आकर्षण का केंद्र बना हुआ है, जिसमें जंगल बुक के कलाकृतियों को आकर्षक थीम पर बच्चों का मनोरंजन व बड़ों के लिए विभिन्न प्रकार के 45 से 50 अलग-अलग वस्तुओं के स्टॉल लगे हुए हैं। मेले के आयोजक ने बताया है कि 45 दिन चलने वाले इस मेले को इंदौर की जनता से भरपूर प्यार मिला है, जिसके चलते मेले को आगामी 9 मार्च तक के लिए बढ़ाया गया है। मेला घूमने आए आशीष गर्ग ने बताया कि मेले के अंदर पूर्णतः xyxy=(23,1521,201,1745)
byline-mobile: मो.नं. 7879619664 xyxy=(23,1500,120,1513)
story-agrasen xyxy=(965,1087,1343,1424)
story-body-col1: छत्रपति शिवाजी महाराज भारत ही नहीं, बल्कि पूरे विश्व में प्रसिद्ध हैं। अब धातु से बनी शिवाजी महाराज की 8 फीट ऊंची प्रतिमा जापान की राजधानी टोक्यो में 8 मार्च महिला दिवस के अवसर पर लगने जा रही है। भारत देश में छत्रपति शिवाजी महाराज को देवतुल्य अर्थात् भगवान के समान माना जाता है, इसलिए जापान भेजने से पहले प्रतिमा को 12 राज्यों में इंडो-जापान शिव स्वाभिमान रथ यात्रा xyxy=(965,280,1151,451)
story-photo xyxy=(23,936,384,1128)
tender-note: नोट :- निविदा के संबंध में विस्तृत जानकारी, शर्तें एवं कोई भी सूचना ई-पोर्टल पर ही प्रकाशित होगी। xyxy=(971,2199,1283,2209)
table-cell: 07/04/2025 xyxy=(1472,1518,1529,1554)
tender-date: सुसनेर, दिनांक-04/03/2025 xyxy=(1429,1910,1529,1921)
schedule-item: 01. निविदा प्रपत्र ऑनलाइन क्रय करने का प्रारंभ दिनांक 04.03.2025 xyxy=(971,2160,1200,2171)
table-cell: 2025 UAD 407034 xyxy=(987,1554,1074,1579)
signer-name: लक्ष्मी नारायण सिसोदिया xyxy=(998,2227,1072,2236)
byline-city: इंदौर xyxy=(508,955,528,969)
highlight-box-2 xyxy=(616,2242,954,2358)
signers-row xyxy=(971,2225,1529,2260)
story-subhead: इंदौर के लिए होगा गौरव का क्षण, जब स्वाति काशीद करेंगी संबोधित xyxy=(1019,196,1481,219)
signer-role: लो. नि. वि. अध्यक्ष, नगर परिषद सुसनेर xyxy=(1263,2238,1380,2247)
byline: पीपुल्स संवाददाता ● इंदौर xyxy=(23,309,142,323)
tender-table xyxy=(971,1953,1529,2143)
col-header: अनुमानित मात्रा xyxy=(1237,1504,1306,1518)
byline-city: इंदौर xyxy=(122,1134,142,1148)
story-body-col2: एक करोड़ का इनाम घोषित करें। हिंदू संगठनों ने यह भी मांग की है कि भारत सरकार भारत के क्रिश्चियन पंथ गुरुओं को हिंदुओं को बचाने के लिए बांग्लादेश में भेजे और उनके पीछे भारत की सेना भेजी जाए। संगठनों ने बांग्लादेश में बंधक इस्कॉन के साधुओं को छोड़ने और भारत के क्रिश्चियन गुरुओं की जिम्मेदारी तय करने की भी मांग की है। केसरिया हिंदू वाहिनी महासभा के प्रदेश अध्यक्ष मोहनलाल बामनिया सहित अन्य पदाधिकारी मौजूद थे। xyxy=(1157,851,1340,1039)
byline-city: इंदौर xyxy=(122,1484,142,1498)
tender-intro: नगर पालिक निगम रतलाम द्वारा निम्नलिखित कार्यों हेतु ऑनलाइन निविदा आमंत्रण की जाती है जिसकी विस्तृत जानकारी ऑनलाइन वेबसाइट https://mptenders.gov.in पर देखी जा सकती है:- xyxy=(971,1475,1519,1499)
schedule-item: 02. निविदा ऑनलाइन क्रय/जमा करने की अंतिम दिनांक 03.04.2025 xyxy=(971,2173,1202,2184)
col-header: कार्य का विवरण xyxy=(1074,1504,1237,1518)
col-header: अनुमानित लागत xyxy=(1307,1504,1366,1518)
story-headline-line2: महाराज का मनाया जन्मदिन xyxy=(23,889,318,923)
story-body-col4: द्वारा आयोजित श्री शिव पुराण कथा में उपस्थित भक्तों को संबोधित करते हुए व्यक्त किए। xyxy=(395,780,567,828)
tender-ref: क्रमांक/निर्माण/2025/369 xyxy=(971,1910,1060,1921)
story-headline-line3: में दिव्य आयोजन xyxy=(1362,664,1491,688)
story-body-col3: वही यादें यहां आकर ताजा हो गईं हैं, जो कि हमने अपने छोटे बच्चों को भी बताया है। मेले के साथ ही जेमिनी सर्कस का भी आनंद देखने को मिल रहा है। सर्कस के अंदर 1980 के दशक के मेरा नाम जोकर फिल्म के अंदर जिस तरह की प्रस्तुति कलाकारों ने दी थी, उसी तरह के कलाकार आज इस सर्कस में अपनी प्रस्तुति दे रहे हैं। xyxy=(404,1754,599,1890)
col-header: धरोहर राशि xyxy=(1366,1504,1409,1518)
tender-email[interactable]: Email Id-cmosusner@mpurban.gov.in xyxy=(1366,1879,1529,1889)
byline-city: इंदौर xyxy=(1063,850,1084,864)
col-header: कार्य का नाम xyxy=(1107,1954,1270,1968)
